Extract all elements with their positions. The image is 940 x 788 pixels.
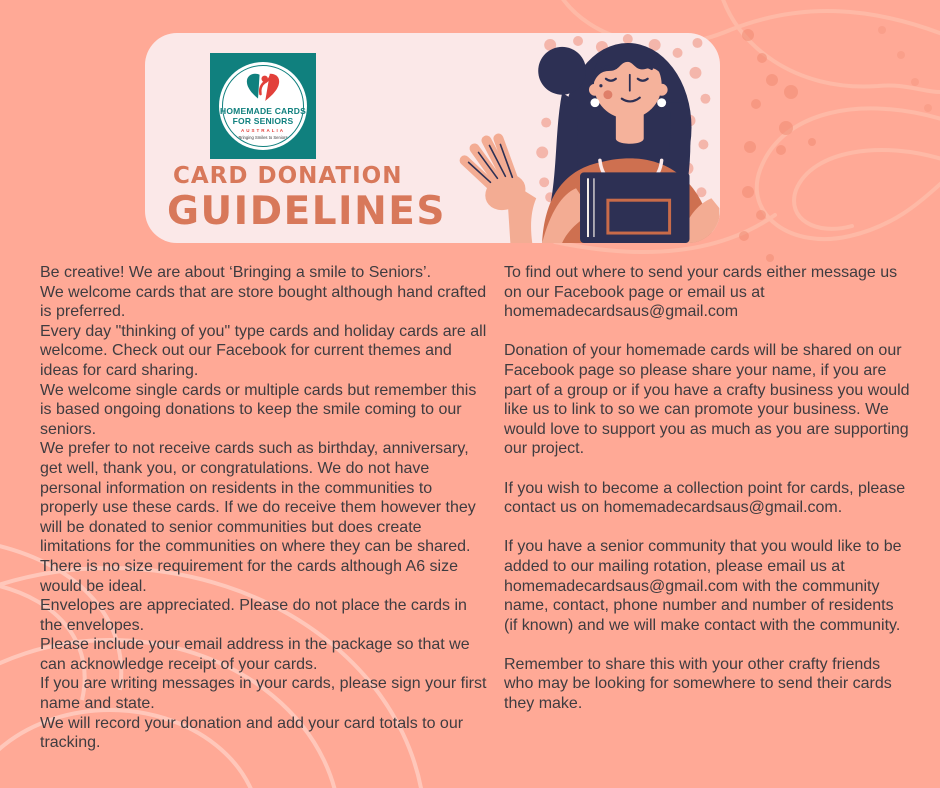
guideline-paragraph: We welcome cards that are store bought although hand crafted is preferred.	[40, 283, 487, 321]
guideline-paragraph: We prefer to not receive cards such as birthday, anniversary, get well, thank you, or congratulations. We do not have personal information on residents in the communities to properly use these cards. If we do receive them however they will be donated to senior communities but does create limitations for the communities on where they can be shared.	[40, 440, 476, 556]
guideline-paragraph: Envelopes are appreciated. Please do not place the cards in the envelopes.	[40, 597, 467, 634]
page-title-sub: CARD DONATION	[173, 163, 403, 189]
guideline-paragraph: Donation of your homemade cards will be shared on our Facebook page so please share your name, if you are part of a group or if you have a crafty business you would like us to link to so we can promote your business. We would love to support you as much as you are supporting our project.	[504, 342, 910, 458]
logo-name-line2: FOR SENIORS	[232, 116, 294, 127]
right-column	[504, 263, 910, 753]
guideline-paragraph: If you wish to become a collection point for cards, please contact us on homemadecardsaus@gmail.com.	[504, 479, 906, 517]
guideline-paragraph: We will record your donation and add your card totals to our tracking.	[40, 714, 464, 752]
guideline-paragraph: There is no size requirement for the cards although A6 size would be ideal.	[40, 557, 458, 595]
waving-woman-illustration	[450, 33, 720, 243]
guideline-paragraph: Be creative! We are about ‘Bringing a smile to Seniors’.	[40, 264, 432, 281]
guideline-paragraph: Please include your email address in the package so that we can acknowledge receipt of your cards.	[40, 636, 470, 673]
guideline-paragraph: Remember to share this with your other crafty friends who may be looking for somewhere to send their cards they make.	[504, 655, 892, 713]
guideline-paragraph: We welcome single cards or multiple cards but remember this is based ongoing donations to keep the smile coming to our seniors.	[40, 381, 477, 438]
guideline-paragraph: To find out where to send your cards either message us on our Facebook page or email us at homemadecardsaus@gmail.com	[504, 264, 898, 321]
waving-hand	[465, 138, 537, 243]
logo-ring	[222, 65, 304, 147]
book	[580, 172, 689, 243]
guideline-paragraph: If you are writing messages in your cards, please sign your first name and state.	[40, 675, 487, 713]
guideline-paragraph: If you have a senior community that you would like to be added to our mailing rotation, please email us at homemadecardsaus@gmail.com with the community name, contact, phone number and number of residents (if known) and we will make contact with the community.	[504, 538, 902, 634]
logo-name-line1: HOMEMADE CARDS	[220, 105, 306, 116]
logo-country: AUSTRALIA	[241, 127, 285, 133]
header-card	[145, 33, 720, 243]
org-logo	[210, 53, 316, 159]
logo-tagline: Bringing Smiles to Seniors	[238, 135, 288, 141]
guidelines-body	[40, 263, 910, 753]
left-column	[40, 263, 492, 753]
page-title-main: GUIDELINES	[167, 189, 446, 234]
guideline-paragraph: Every day "thinking of you" type cards and holiday cards are all welcome. Check out our Facebook for current themes and ideas for card sharing.	[40, 322, 487, 379]
logo-badge	[219, 62, 307, 150]
